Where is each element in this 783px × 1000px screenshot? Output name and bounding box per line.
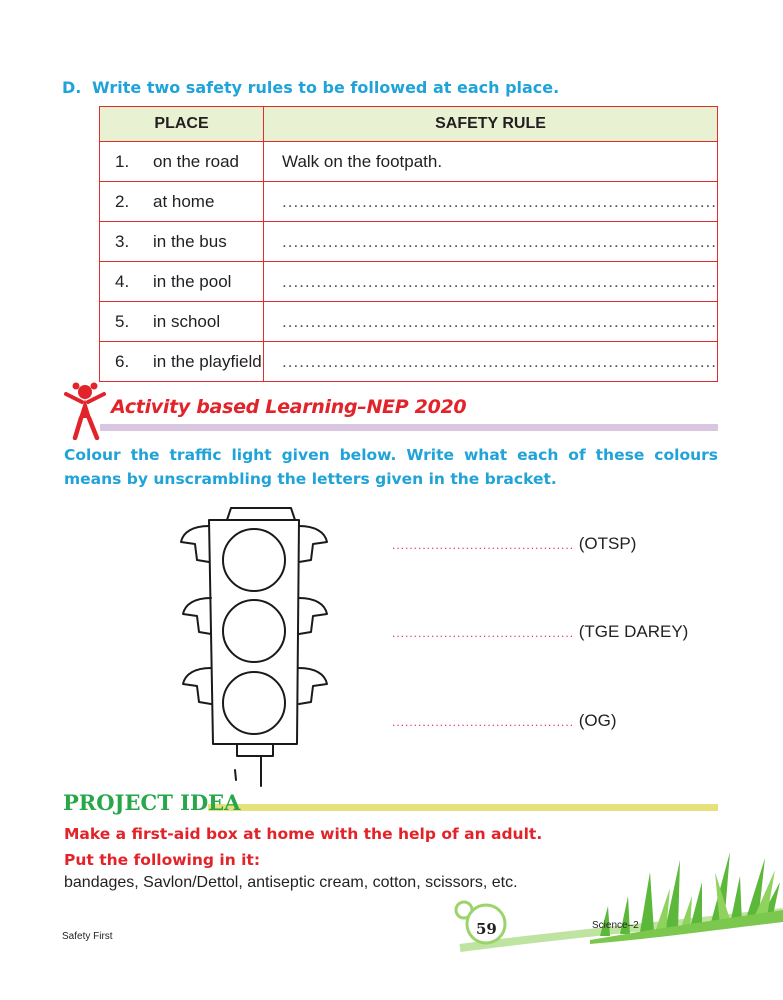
page-number: 59	[476, 920, 497, 938]
footer-subject: Science–2	[592, 920, 639, 931]
row-number: 3.	[115, 231, 130, 251]
activity-title: Activity based Learning–NEP 2020	[111, 396, 467, 418]
place-cell	[100, 182, 264, 222]
place-text: in school	[153, 311, 221, 331]
place-text: in the pool	[153, 271, 232, 291]
place-text: at home	[153, 191, 215, 211]
activity-title-bar	[100, 424, 718, 431]
table-row	[100, 342, 718, 382]
row-number: 6.	[115, 351, 130, 371]
answer-clue: (OG)	[578, 711, 617, 730]
table-header-row	[100, 107, 718, 142]
table-row	[100, 182, 718, 222]
answer-blank[interactable]: ..........................................	[392, 626, 575, 640]
table-row	[100, 302, 718, 342]
exercise-heading-text: Write two safety rules to be followed at each place.	[92, 78, 560, 97]
answer-clue: (TGE DAREY)	[578, 622, 689, 641]
place-text: on the road	[153, 151, 240, 171]
rule-cell: Walk on the footpath.	[264, 142, 718, 182]
place-cell	[100, 342, 264, 382]
table-row	[100, 222, 718, 262]
answer-line-stop[interactable]	[392, 534, 636, 554]
answer-line-get-ready[interactable]	[392, 622, 688, 642]
table-row	[100, 262, 718, 302]
project-line-2: Put the following in it:	[64, 851, 261, 869]
kid-mascot-icon	[62, 382, 108, 440]
answer-blank[interactable]: ..........................................	[392, 538, 575, 552]
row-number: 4.	[115, 271, 130, 291]
rule-answer-blank[interactable]: ............................................................................	[264, 302, 718, 342]
table-row	[100, 142, 718, 182]
column-header-safety-rule: SAFETY RULE	[264, 107, 718, 142]
answer-blank[interactable]: ..........................................	[392, 715, 575, 729]
answer-clue: (OTSP)	[578, 534, 637, 553]
red-light-circle[interactable]	[223, 529, 285, 591]
place-text: in the bus	[153, 231, 227, 251]
yellow-light-circle[interactable]	[223, 600, 285, 662]
activity-instruction: Colour the traffic light given below. Write what each of these colours means by unscrambling the letters given in the bracket.	[64, 446, 718, 488]
row-number: 5.	[115, 311, 130, 331]
exercise-heading	[62, 78, 559, 97]
traffic-light-drawing[interactable]	[175, 498, 335, 788]
project-items: bandages, Savlon/Dettol, antiseptic cream, cotton, scissors, etc.	[64, 874, 518, 891]
rule-answer-blank[interactable]: ............................................................................	[264, 182, 718, 222]
footer-chapter: Safety First	[62, 931, 113, 942]
project-title-bar	[208, 804, 718, 811]
rule-answer-blank[interactable]: ............................................................................	[264, 342, 718, 382]
row-number: 2.	[115, 191, 130, 211]
place-text: in the playfield	[153, 351, 262, 371]
green-light-circle[interactable]	[223, 672, 285, 734]
place-cell	[100, 222, 264, 262]
project-title: PROJECT IDEA	[63, 790, 241, 815]
place-cell	[100, 142, 264, 182]
column-header-place: PLACE	[100, 107, 264, 142]
answer-line-go[interactable]	[392, 711, 617, 731]
row-number: 1.	[115, 151, 130, 171]
exercise-letter: D.	[62, 78, 82, 97]
project-line-1: Make a first-aid box at home with the help of an adult.	[64, 825, 543, 843]
place-cell	[100, 302, 264, 342]
rule-answer-blank[interactable]: ............................................................................	[264, 262, 718, 302]
rule-answer-blank[interactable]: ............................................................................	[264, 222, 718, 262]
safety-rules-table	[99, 106, 718, 382]
place-cell	[100, 262, 264, 302]
